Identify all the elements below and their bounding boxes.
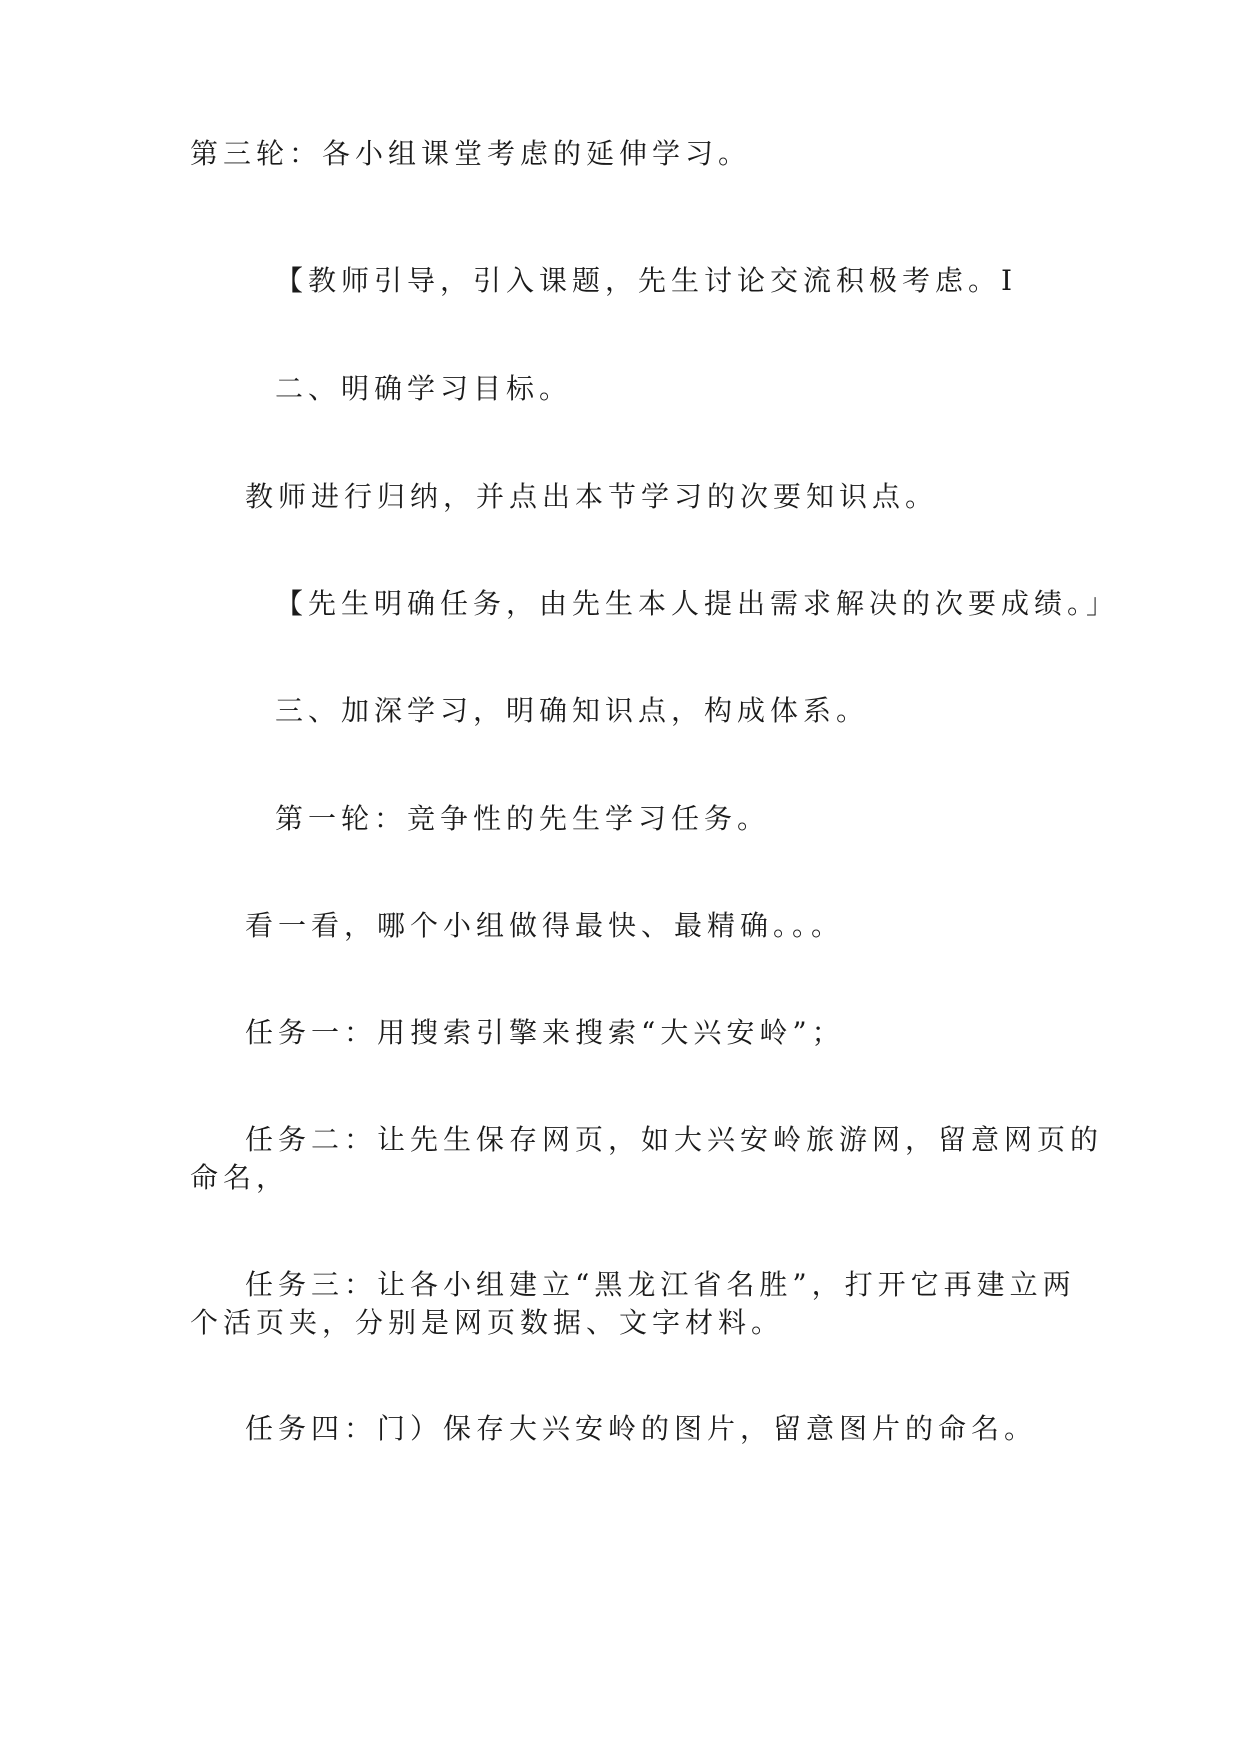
task-three-line-2: 个活页夹，分别是网页数据、文字材料。 <box>190 1306 785 1339</box>
paragraph-task-four: 任务四：门）保存大兴安岭的图片，留意图片的命名。 <box>245 1412 1038 1445</box>
task-two-line-2: 命名， <box>190 1161 290 1194</box>
task-two-line-1: 任务二：让先生保存网页，如大兴安岭旅游网，留意网页的 <box>245 1123 1104 1156</box>
paragraph-first-round: 第一轮：竞争性的先生学习任务。 <box>275 802 771 835</box>
paragraph-task-three <box>190 1266 1076 1342</box>
heading-learning-goals: 二、明确学习目标。 <box>275 372 573 405</box>
paragraph-teacher-guide-note: 【教师引导，引入课题，先生讨论交流积极考虑。I <box>275 264 1018 297</box>
paragraph-look-fastest: 看一看，哪个小组做得最快、最精确。。。 <box>245 909 845 942</box>
paragraph-student-task-note: 【先生明确任务，由先生本人提出需求解决的次要成绩。」 <box>275 587 1120 620</box>
paragraph-task-two <box>190 1121 1103 1197</box>
heading-deepen-learning: 三、加深学习，明确知识点，构成体系。 <box>275 694 870 727</box>
paragraph-third-round: 第三轮：各小组课堂考虑的延伸学习。 <box>190 137 752 170</box>
paragraph-task-one: 任务一：用搜索引擎来搜索“大兴安岭”； <box>245 1016 845 1049</box>
paragraph-teacher-summary: 教师进行归纳，并点出本节学习的次要知识点。 <box>245 480 939 513</box>
task-three-line-1: 任务三：让各小组建立“黑龙江省名胜”，打开它再建立两 <box>245 1268 1076 1301</box>
